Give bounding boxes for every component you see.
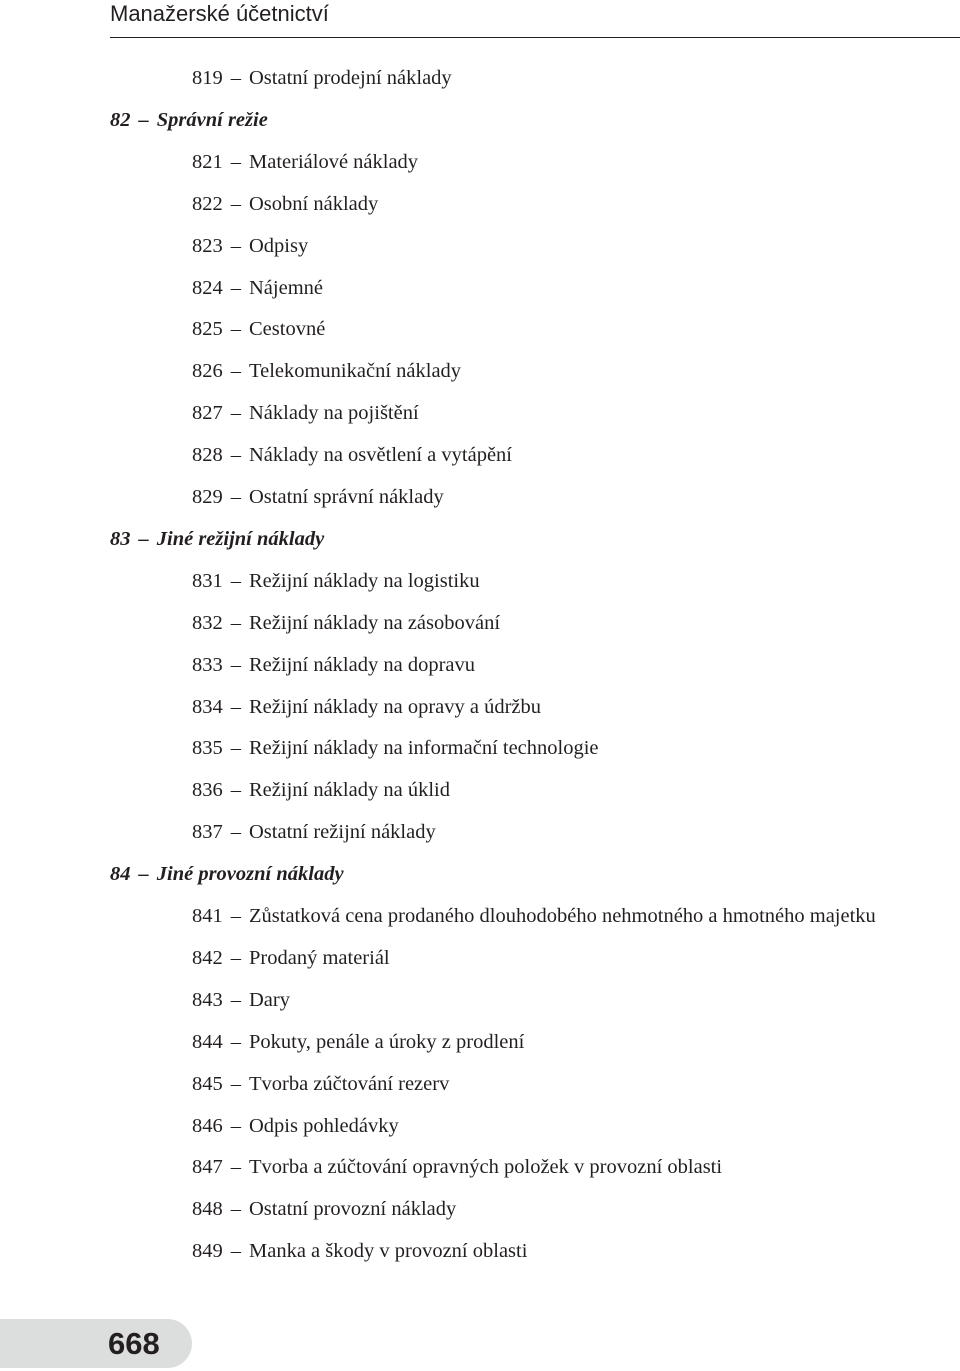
account-item xyxy=(192,561,480,601)
account-code: 843 xyxy=(192,988,223,1011)
dash-separator: – xyxy=(230,360,241,383)
account-group-heading xyxy=(110,519,324,559)
account-label: Tvorba zúčtování rezerv xyxy=(249,1072,450,1095)
account-item xyxy=(192,603,500,643)
account-item xyxy=(192,645,475,685)
page-number: 668 xyxy=(108,1326,160,1361)
account-code: 821 xyxy=(192,150,223,173)
account-code: 824 xyxy=(192,276,223,299)
account-code: 848 xyxy=(192,1198,223,1221)
account-label: Jiné provozní náklady xyxy=(156,863,344,886)
account-item xyxy=(192,1064,449,1104)
account-item xyxy=(192,393,419,433)
account-code: 84 xyxy=(110,863,131,886)
account-label: Zůstatková cena prodaného dlouhodobého nehmotného a hmotného majetku xyxy=(249,905,876,927)
running-head xyxy=(110,0,960,38)
account-label: Odpisy xyxy=(249,234,309,257)
dash-separator: – xyxy=(230,695,241,718)
account-label: Náklady na osvětlení a vytápění xyxy=(249,444,512,467)
account-label: Prodaný materiál xyxy=(249,946,390,969)
account-item xyxy=(192,812,436,852)
account-item xyxy=(192,1147,722,1187)
account-item xyxy=(192,1231,527,1271)
dash-separator: – xyxy=(230,444,241,467)
account-code: 827 xyxy=(192,402,223,425)
account-label: Náklady na pojištění xyxy=(249,402,419,425)
dash-separator: – xyxy=(138,863,149,886)
account-item xyxy=(192,770,450,810)
account-code: 837 xyxy=(192,821,223,844)
account-code: 828 xyxy=(192,444,223,467)
account-code: 829 xyxy=(192,486,223,508)
dash-separator: – xyxy=(230,1114,241,1137)
account-code: 832 xyxy=(192,611,223,634)
account-code: 831 xyxy=(192,569,223,592)
dash-separator: – xyxy=(230,318,241,341)
account-code: 835 xyxy=(192,737,223,760)
account-code: 833 xyxy=(192,653,223,676)
account-label: Režijní náklady na zásobování xyxy=(249,611,501,634)
account-code: 819 xyxy=(192,67,223,89)
account-item xyxy=(192,477,444,517)
account-item xyxy=(192,435,512,475)
dash-separator: – xyxy=(230,1240,241,1263)
dash-separator: – xyxy=(230,276,241,299)
account-label: Materiálové náklady xyxy=(249,150,419,173)
account-code: 826 xyxy=(192,360,223,383)
dash-separator: – xyxy=(230,569,241,592)
account-label: Ostatní správní náklady xyxy=(249,486,444,508)
account-item xyxy=(192,980,290,1020)
dash-separator: – xyxy=(230,905,241,927)
account-label: Cestovné xyxy=(249,318,326,341)
account-item xyxy=(192,226,308,266)
dash-separator: – xyxy=(230,988,241,1011)
dash-separator: – xyxy=(230,737,241,760)
account-item xyxy=(192,309,325,349)
account-label: Ostatní provozní náklady xyxy=(249,1198,457,1221)
account-code: 842 xyxy=(192,946,223,969)
account-code: 825 xyxy=(192,318,223,341)
account-label: Dary xyxy=(249,988,290,1011)
dash-separator: – xyxy=(230,653,241,676)
account-code: 82 xyxy=(110,108,131,131)
account-code: 847 xyxy=(192,1156,223,1179)
dash-separator: – xyxy=(138,527,149,550)
account-label: Režijní náklady na úklid xyxy=(249,779,450,802)
account-group-heading xyxy=(110,854,344,894)
account-label: Nájemné xyxy=(249,276,323,299)
dash-separator: – xyxy=(230,946,241,969)
account-item xyxy=(192,58,452,98)
dash-separator: – xyxy=(230,611,241,634)
dash-separator: – xyxy=(138,108,149,131)
account-item xyxy=(192,728,599,768)
account-label: Telekomunikační náklady xyxy=(249,360,462,383)
account-code: 844 xyxy=(192,1030,223,1053)
page-number-tab xyxy=(0,1319,192,1368)
account-item xyxy=(192,142,418,182)
account-item xyxy=(192,1022,524,1062)
account-code: 841 xyxy=(192,905,223,927)
account-code: 849 xyxy=(192,1240,223,1263)
account-item xyxy=(192,184,378,224)
account-label: Odpis pohledávky xyxy=(249,1114,399,1137)
account-item xyxy=(192,896,876,936)
account-label: Režijní náklady na dopravu xyxy=(249,653,476,676)
running-head-title: Manažerské účetnictví xyxy=(110,1,329,26)
account-label: Manka a škody v provozní oblasti xyxy=(249,1240,528,1263)
account-group-heading xyxy=(110,100,268,140)
account-item xyxy=(192,351,461,391)
dash-separator: – xyxy=(230,1030,241,1053)
account-label: Ostatní režijní náklady xyxy=(249,821,436,844)
account-item xyxy=(192,1106,399,1146)
account-label: Tvorba a zúčtování opravných položek v provozní oblasti xyxy=(249,1156,723,1179)
account-label: Správní režie xyxy=(156,108,268,131)
account-label: Režijní náklady na logistiku xyxy=(249,569,480,592)
account-label: Ostatní prodejní náklady xyxy=(249,67,452,89)
account-item xyxy=(192,268,323,308)
dash-separator: – xyxy=(230,1156,241,1179)
account-code: 845 xyxy=(192,1072,223,1095)
account-label: Režijní náklady na informační technologie xyxy=(249,737,599,760)
account-label: Pokuty, penále a úroky z prodlení xyxy=(249,1030,525,1053)
account-code: 846 xyxy=(192,1114,223,1137)
dash-separator: – xyxy=(230,234,241,257)
account-code: 822 xyxy=(192,192,223,215)
dash-separator: – xyxy=(230,150,241,173)
dash-separator: – xyxy=(230,1072,241,1095)
account-code: 836 xyxy=(192,779,223,802)
account-item xyxy=(192,687,541,727)
account-code: 823 xyxy=(192,234,223,257)
dash-separator: – xyxy=(230,402,241,425)
dash-separator: – xyxy=(230,192,241,215)
account-code: 83 xyxy=(110,527,131,550)
dash-separator: – xyxy=(230,486,241,508)
dash-separator: – xyxy=(230,1198,241,1221)
account-item xyxy=(192,938,390,978)
account-label: Jiné režijní náklady xyxy=(156,527,325,550)
dash-separator: – xyxy=(230,67,241,89)
dash-separator: – xyxy=(230,821,241,844)
account-label: Osobní náklady xyxy=(249,192,379,215)
account-label: Režijní náklady na opravy a údržbu xyxy=(249,695,542,718)
account-item xyxy=(192,1189,456,1229)
account-code: 834 xyxy=(192,695,223,718)
dash-separator: – xyxy=(230,779,241,802)
